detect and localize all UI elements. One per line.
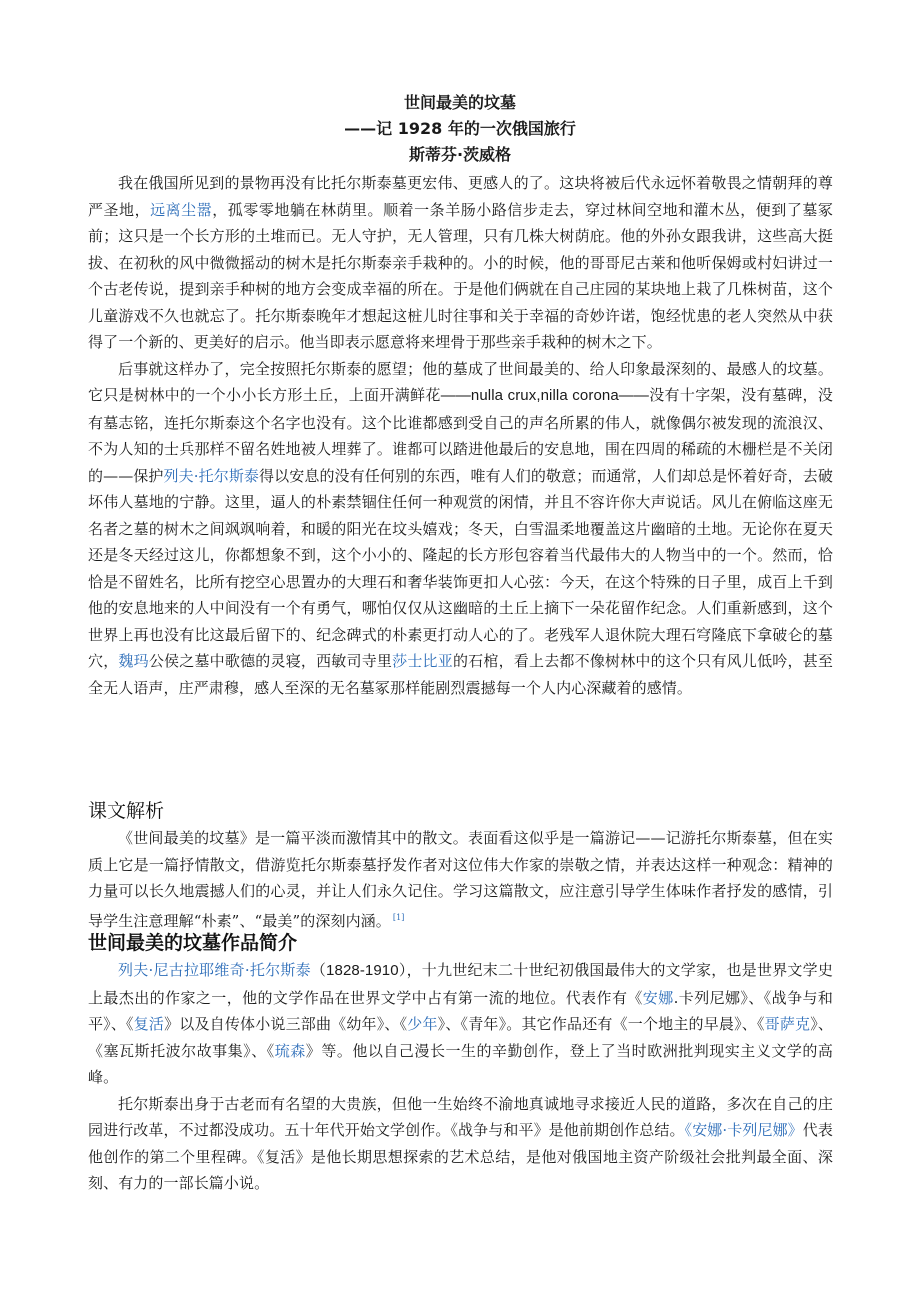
article-body (88, 170, 833, 701)
text-run: .卡列尼娜》、《战争与和平》、《 (88, 988, 833, 1033)
link-anna-karenina[interactable]: 《安娜·卡列尼娜》 (684, 1121, 803, 1139)
text-run: 代表他创作的第二个里程碑。《复活》是他长期思想探索的艺术总结，是他对俄国地主资产阶级社会批判最全面、深刻、有力的一部长篇小说。 (88, 1121, 833, 1192)
analysis-heading: 课文解析 (88, 800, 165, 822)
text-run: 没有十字架，没有墓碑，没有墓志铭，连托尔斯泰这个名字也没有。这个比谁都感到受自己的声名所累的伟人，就像偶尔被发现的流浪汉、不为人知的士兵那样不留名姓地被人埋葬了。谁都可以踏进他最后的安息地，围在四周的稀疏的木栅栏是不关闭的——保护 (88, 386, 833, 485)
link-cossacks[interactable]: 哥萨克 (764, 1015, 811, 1033)
article-paragraph-1 (88, 170, 833, 356)
text-run: ，孤零零地躺在林荫里。顺着一条羊肠小路信步走去，穿过林间空地和灌木丛，便到了墓冢前；这只是一个长方形的土堆而已。无人守护，无人管理，只有几株大树荫庇。他的外孙女跟我讲，这些高大挺拔、在初秋的风中微微摇动的树木是托尔斯泰亲手栽种的。小的时候，他的哥哥尼古莱和他听保姆或村妇讲过一个古老传说，提到亲手种树的地方会变成幸福的所在。于是他们俩就在自己庄园的某块地上栽了几株树苗，这个儿童游戏不久也就忘了。托尔斯泰晚年才想起这桩儿时往事和关于幸福的奇妙许诺，饱经忧患的老人突然从中获得了一个新的、更美好的启示。他当即表示愿意将来埋骨于那些亲手栽种的树木之下。 (88, 200, 833, 351)
link-tolstoy-fullname[interactable]: 列夫·尼古拉耶维奇·托尔斯泰 (118, 961, 311, 979)
text-run: 《世间最美的坟墓》是一篇平淡而激情其中的散文。表面看这似乎是一篇游记——记游托尔斯泰墓，但在实质上它是一篇抒情散文，借游览托尔斯泰墓抒发作者对这位伟大作家的崇敬之情，并表达这样一种观念：精神的力量可以长久地震撼人们的心灵，并让人们永久记住。学习这篇散文，应注意引导学生体味作者抒发的感情，引导学生注意理解“朴素”、“最美”的深刻内涵。 (88, 829, 833, 930)
intro-section (88, 929, 833, 1197)
article-author: 斯蒂芬·茨威格 (408, 145, 512, 164)
link-tolstoy[interactable]: 列夫·托尔斯泰 (163, 466, 260, 485)
reference-mark[interactable]: [1] (392, 912, 405, 922)
link-weimar[interactable]: 魏玛 (118, 652, 149, 670)
text-run: 后事就这样办了，完全按照托尔斯泰的愿望；他的墓成了世间最美的、给人印象最深刻的、最感人的坟墓。它只是树林中的一个小小长方形土丘，上面开满鲜花 (88, 359, 833, 404)
text-run: 》、《青年》。其它作品还有《一个地主的早晨》、《 (437, 1015, 765, 1033)
link-lucerne[interactable]: 琉森 (274, 1041, 306, 1060)
text-run: 》以及自传体小说三部曲《幼年》、《 (164, 1015, 408, 1033)
text-run: 公侯之墓中歌德的灵寝，西敏司寺里 (148, 652, 393, 670)
link-boyhood[interactable]: 少年 (407, 1015, 438, 1033)
years: （1828-1910） (310, 962, 407, 979)
text-run: 托尔斯泰出身于古老而有名望的大贵族，但他一生始终不渝地真诚地寻求接近人民的道路，多次在自己的庄园进行改革，不过都没成功。五十年代开始文学创作。《战争与和平》是他前期创作总结。 (88, 1094, 833, 1139)
article-subtitle: ——记 1928 年的一次俄国旅行 (344, 119, 576, 138)
text-run: ，十九世纪末二十世纪初俄国最伟大的文学家，也是世界文学史上最杰出的作家之一，他的文学作品在世界文学中占有第一流的地位。代表作有《 (88, 961, 834, 1007)
link-resurrection[interactable]: 复活 (133, 1015, 165, 1033)
article-paragraph-2 (88, 356, 833, 702)
analysis-paragraph (88, 825, 833, 934)
analysis-section (88, 797, 833, 934)
latin-phrase: ——nulla crux,nilla corona—— (440, 387, 649, 404)
title-block (0, 90, 920, 168)
text-run: 的石棺，看上去都不像树林中的这个只有风儿低吟，甚至全无人语声，庄严肃穆，感人至深的无名墓冢那样能剧烈震撼每一个人内心深藏着的感情。 (88, 652, 834, 697)
text-run: 得以安息的没有任何别的东西，唯有人们的敬意；而通常，人们却总是怀着好奇，去破坏伟人墓地的宁静。这里，逼人的朴素禁锢住任何一种观赏的闲情，并且不容许你大声说话。风儿在俯临这座无名者之墓的树木之间飒飒响着，和暖的阳光在坟头嬉戏；冬天，白雪温柔地覆盖这片幽暗的土地。无论你在夏天还是冬天经过这儿，你都想象不到，这个小小的、隆起的长方形包容着当代最伟大的人物当中的一个。然而，恰恰是不留姓名，比所有挖空心思置办的大理石和奢华装饰更扣人心弦：今天，在这个特殊的日子里，成百上千到他的安息地来的人中间没有一个有勇气，哪怕仅仅从这幽暗的土丘上摘下一朵花留作纪念。人们重新感到，这个世界上再也没有比这最后留下的、纪念碑式的朴素更打动人心的了。老残军人退休院大理石穹隆底下拿破仑的墓穴， (88, 466, 833, 670)
article-title: 世间最美的坟墓 (403, 93, 516, 112)
link-shakespeare[interactable]: 莎士比亚 (392, 652, 453, 670)
intro-paragraph-2 (88, 1091, 833, 1197)
intro-heading: 世间最美的坟墓作品简介 (88, 932, 298, 954)
text-run: 》等。他以自己漫长一生的辛勤创作，登上了当时欧洲批判现实主义文学的高峰。 (88, 1041, 834, 1086)
text-run: 我在俄国所见到的景物再没有比托尔斯泰墓更宏伟、更感人的了。这块将被后代永远怀着敬畏之情朝拜的尊严圣地， (88, 174, 833, 219)
link-yuanli-chenxiao[interactable]: 远离尘嚣 (150, 200, 213, 219)
link-anna[interactable]: 安娜 (642, 988, 674, 1007)
text-run: 》、《塞瓦斯托波尔故事集》、《 (88, 1015, 833, 1060)
intro-paragraph-1 (88, 957, 833, 1091)
